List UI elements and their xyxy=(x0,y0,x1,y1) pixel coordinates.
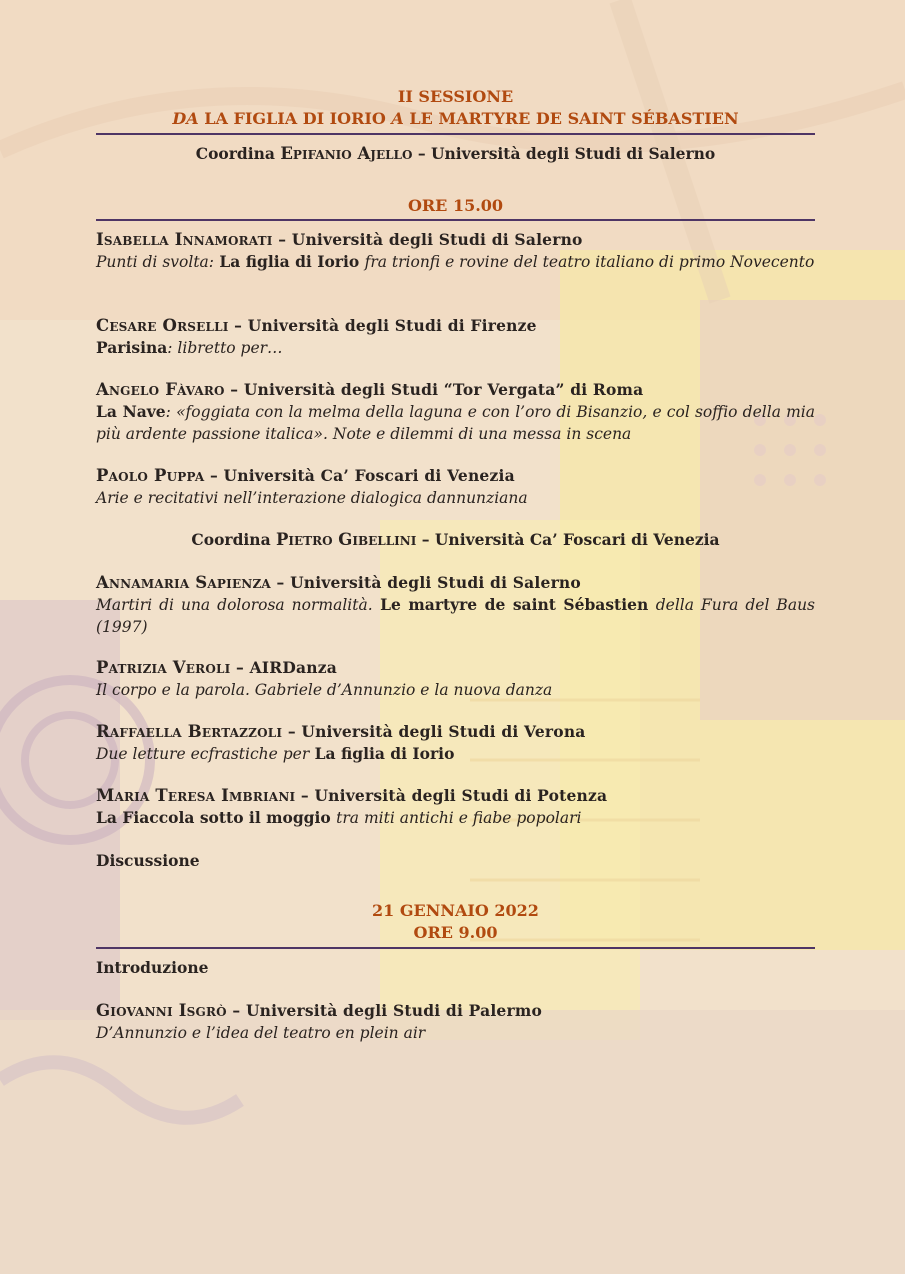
speaker-entry xyxy=(96,229,815,273)
talk-title: D’Annunzio e l’idea del teatro en plein air xyxy=(96,1024,426,1042)
speaker-name: Patrizia Veroli – AIRDanza xyxy=(96,658,337,677)
speaker-name: Isabella Innamorati – Università degli Studi di Salerno xyxy=(96,230,583,249)
speaker-entry xyxy=(96,785,815,829)
divider xyxy=(96,947,815,949)
speaker-entry xyxy=(96,721,815,765)
session-title: II SESSIONE xyxy=(397,87,514,106)
day-heading xyxy=(96,900,815,944)
talk-title: La Nave: «foggiata con la melma della laguna e con l’oro di Bisanzio, e col soffio della mia più ardente passione italica». Note e dilemmi di una messa in scena xyxy=(96,402,815,443)
discussion-label: Discussione xyxy=(96,851,200,870)
session-subtitle: DA LA FIGLIA DI IORIO A LE MARTYRE DE SAINT SÉBASTIEN xyxy=(172,109,739,128)
time-heading: ORE 15.00 xyxy=(407,196,504,215)
talk-title: La Fiaccola sotto il moggio tra miti antichi e fiabe popolari xyxy=(96,808,582,827)
speaker-entry xyxy=(96,315,815,359)
speaker-name: Angelo Fàvaro – Università degli Studi “Tor Vergata” di Roma xyxy=(96,380,644,399)
speaker-name: Paolo Puppa – Università Ca’ Foscari di Venezia xyxy=(96,466,515,485)
talk-title: Parisina: libretto per… xyxy=(96,338,283,357)
speaker-entry xyxy=(96,1000,815,1044)
introduction-label: Introduzione xyxy=(96,958,209,977)
speaker-name: Raffaella Bertazzoli – Università degli Studi di Verona xyxy=(96,722,586,741)
coordinator-line: Coordina Epifanio Ajello – Università degli Studi di Salerno xyxy=(195,144,716,163)
divider xyxy=(96,219,815,221)
speaker-name: Maria Teresa Imbriani – Università degli Studi di Potenza xyxy=(96,786,608,805)
speaker-entry xyxy=(96,572,815,638)
coordinator-line: Coordina Pietro Gibellini – Università Ca’ Foscari di Venezia xyxy=(191,530,720,549)
talk-title: Punti di svolta: La figlia di Iorio fra trionfi e rovine del teatro italiano di primo Novecento xyxy=(96,252,815,271)
speaker-name: Annamaria Sapienza – Università degli Studi di Salerno xyxy=(96,573,581,592)
session-heading xyxy=(96,86,815,130)
talk-title: Arie e recitativi nell’interazione dialogica dannunziana xyxy=(96,489,528,507)
speaker-entry xyxy=(96,379,815,445)
date-heading: 21 GENNAIO 2022 xyxy=(372,901,539,920)
speaker-entry xyxy=(96,657,815,701)
divider xyxy=(96,133,815,135)
talk-title: Due letture ecfrastiche per La figlia di Iorio xyxy=(96,744,455,763)
speaker-entry xyxy=(96,465,815,509)
speaker-name: Giovanni Isgrò – Università degli Studi di Palermo xyxy=(96,1001,542,1020)
coordinator-name: Pietro Gibellini xyxy=(276,530,417,549)
talk-title: Martiri di una dolorosa normalità. Le martyre de saint Sébastien della Fura del Baus (1997) xyxy=(96,595,816,636)
speaker-name: Cesare Orselli – Università degli Studi di Firenze xyxy=(96,316,537,335)
time-heading: ORE 9.00 xyxy=(413,923,498,942)
coordinator-name: Epifanio Ajello xyxy=(280,144,413,163)
talk-title: Il corpo e la parola. Gabriele d’Annunzio e la nuova danza xyxy=(96,681,553,699)
